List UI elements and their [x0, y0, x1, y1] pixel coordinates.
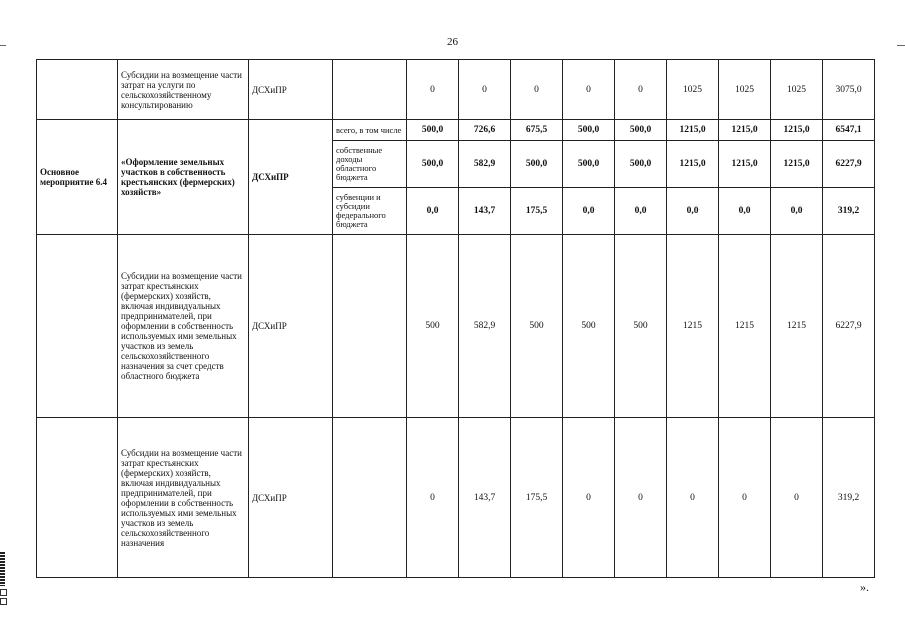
closing-quote: ».: [860, 580, 869, 594]
total-cell: 3075,0: [823, 60, 875, 120]
value-cell: 500: [615, 235, 667, 418]
value-cell: 582,9: [459, 141, 511, 188]
value-cell: 1215,0: [771, 120, 823, 141]
value-cell: 0: [719, 418, 771, 578]
value-cell: 500,0: [407, 120, 459, 141]
total-cell: 319,2: [823, 188, 875, 235]
value-cell: 1025: [719, 60, 771, 120]
value-cell: 1215,0: [719, 120, 771, 141]
funding-source-cell: собственные доходы областного бюджета: [333, 141, 407, 188]
value-cell: 0: [615, 418, 667, 578]
value-cell: 500,0: [615, 120, 667, 141]
value-cell: 0: [511, 60, 563, 120]
value-cell: 582,9: [459, 235, 511, 418]
value-cell: 1215,0: [667, 120, 719, 141]
value-cell: 1215,0: [771, 141, 823, 188]
description-cell: Субсидии на возмещение части затрат крестьянских (фермерских) хозяйств, включая индивидуальных предпринимателей, при оформлении в собственность используемых ими земельных участков из земель сельскохозяйственного назначения за счет средств областного бюджета: [118, 235, 249, 418]
value-cell: 0,0: [667, 188, 719, 235]
description-cell: Субсидии на возмещение части затрат крестьянских (фермерских) хозяйств, включая индивидуальных предпринимателей, при оформлении в собственность используемых ими земельных участков из земель сельскохозяйственного назначения: [118, 418, 249, 578]
value-cell: 1215: [719, 235, 771, 418]
value-cell: 1215,0: [667, 141, 719, 188]
source-cell: [333, 235, 407, 418]
page-number: 26: [447, 36, 458, 48]
value-cell: 0: [615, 60, 667, 120]
organization-cell: ДСХиПР: [249, 418, 333, 578]
value-cell: 500,0: [511, 141, 563, 188]
funding-source-cell: субвенции и субсидии федерального бюджета: [333, 188, 407, 235]
budget-table: [36, 59, 875, 578]
value-cell: 0: [407, 60, 459, 120]
value-cell: 1215: [667, 235, 719, 418]
value-cell: 0,0: [563, 188, 615, 235]
code-cell: [37, 60, 118, 120]
value-cell: 143,7: [459, 418, 511, 578]
value-cell: 1215,0: [719, 141, 771, 188]
value-cell: 500: [407, 235, 459, 418]
measure-title-cell: «Оформление земельных участков в собственность крестьянских (фермерских) хозяйств»: [118, 120, 249, 235]
total-cell: 6227,9: [823, 141, 875, 188]
value-cell: 143,7: [459, 188, 511, 235]
source-cell: [333, 418, 407, 578]
scan-box-mark: [0, 589, 7, 596]
value-cell: 1025: [771, 60, 823, 120]
value-cell: 500: [511, 235, 563, 418]
table-row: [37, 120, 875, 141]
code-cell: [37, 235, 118, 418]
code-cell: [37, 418, 118, 578]
value-cell: 175,5: [511, 418, 563, 578]
value-cell: 500,0: [563, 141, 615, 188]
value-cell: 675,5: [511, 120, 563, 141]
value-cell: 0: [667, 418, 719, 578]
table-row: [37, 60, 875, 120]
value-cell: 175,5: [511, 188, 563, 235]
scan-box-mark: [0, 598, 7, 605]
value-cell: 500: [563, 235, 615, 418]
value-cell: 0,0: [407, 188, 459, 235]
table-row: [37, 235, 875, 418]
funding-source-cell: всего, в том числе: [333, 120, 407, 141]
total-cell: 6227,9: [823, 235, 875, 418]
value-cell: 1215: [771, 235, 823, 418]
value-cell: 1025: [667, 60, 719, 120]
value-cell: 500,0: [615, 141, 667, 188]
value-cell: 0,0: [615, 188, 667, 235]
description-cell: Субсидии на возмещение части затрат на услуги по сельскохозяйственному консультированию: [118, 60, 249, 120]
organization-cell: ДСХиПР: [249, 120, 333, 235]
measure-code-cell: Основное мероприятие 6.4: [37, 120, 118, 235]
value-cell: 0,0: [771, 188, 823, 235]
value-cell: 500,0: [563, 120, 615, 141]
scan-barcode-mark: [0, 552, 5, 586]
value-cell: 0: [459, 60, 511, 120]
value-cell: 726,6: [459, 120, 511, 141]
value-cell: 0: [563, 60, 615, 120]
organization-cell: ДСХиПР: [249, 60, 333, 120]
organization-cell: ДСХиПР: [249, 235, 333, 418]
total-cell: 319,2: [823, 418, 875, 578]
total-cell: 6547,1: [823, 120, 875, 141]
value-cell: 0: [771, 418, 823, 578]
table-row: [37, 418, 875, 578]
source-cell: [333, 60, 407, 120]
value-cell: 0: [407, 418, 459, 578]
value-cell: 0,0: [719, 188, 771, 235]
value-cell: 0: [563, 418, 615, 578]
value-cell: 500,0: [407, 141, 459, 188]
